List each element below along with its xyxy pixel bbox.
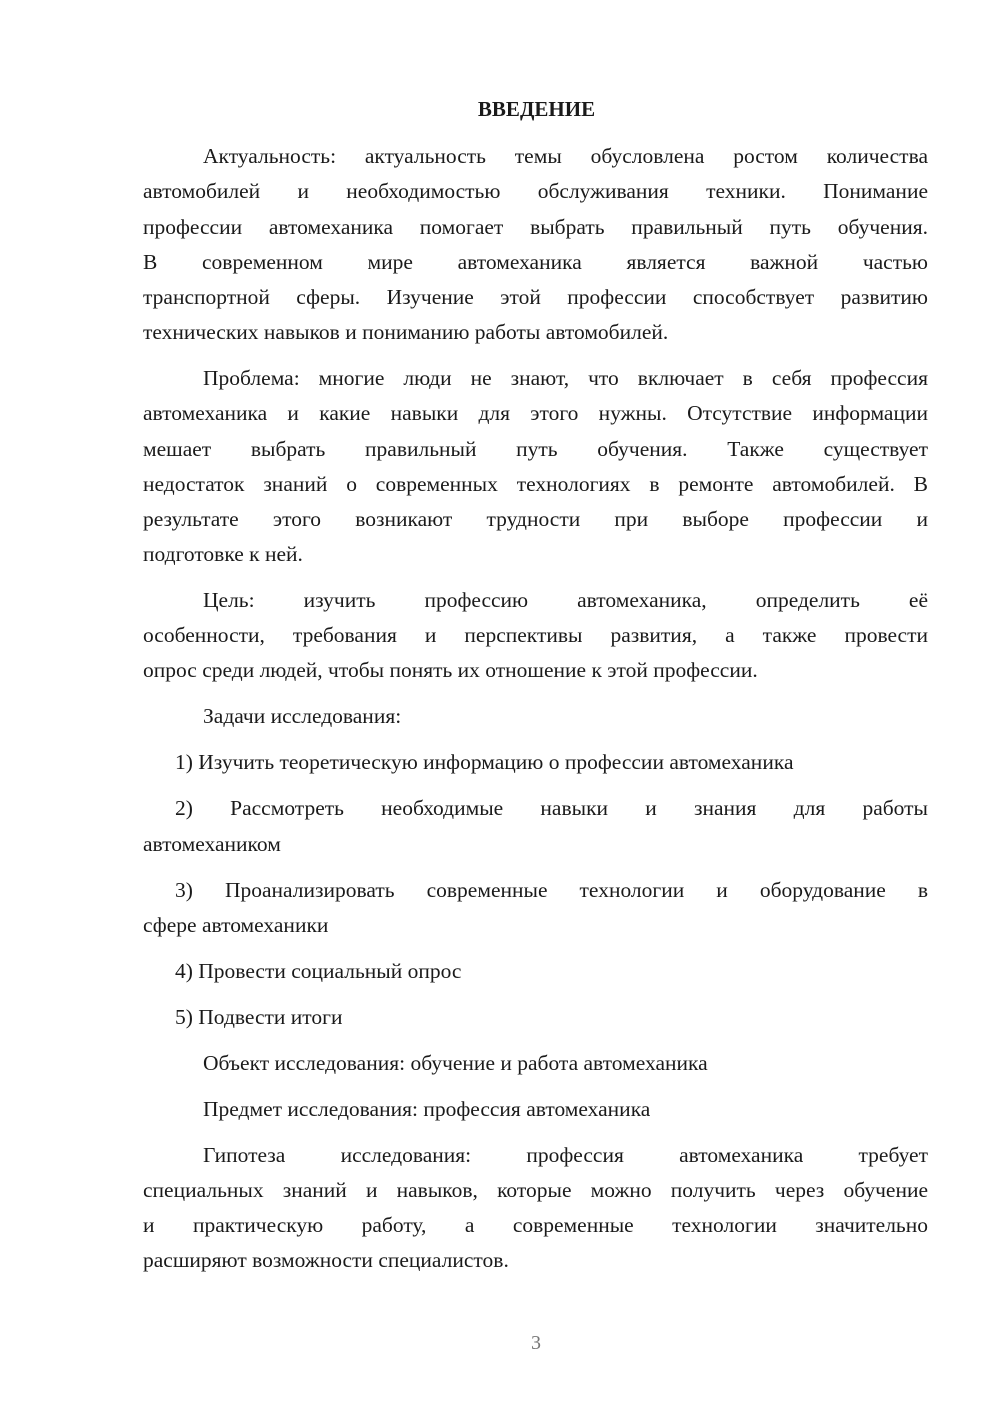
text-line: мешает выбрать правильный путь обучения. Также существует [143,436,928,461]
text-line: 1) Изучить теоретическую информацию о профессии автомеханика [175,750,794,775]
section-title: ВВЕДЕНИЕ [477,97,596,121]
paragraph [143,1138,928,1279]
paragraph [143,1092,928,1127]
text-line: Объект исследования: обучение и работа автомеханика [203,1050,708,1075]
text-line: и практическую работу, а современные технологии значительно [143,1213,928,1238]
list-item [143,791,928,861]
text-line: Гипотеза исследования: профессия автомеханика требует [203,1142,928,1167]
paragraph [143,699,928,734]
text-line: Проблема: многие люди не знают, что включает в себя профессия [203,366,928,391]
text-line: Предмет исследования: профессия автомеханика [203,1096,651,1121]
text-line: автомехаником [143,831,281,856]
text-line: В современном мире автомеханика является важной частью [143,249,928,274]
document-body [143,139,928,1278]
text-line: сфере автомеханики [143,912,329,937]
text-line: опрос среди людей, чтобы понять их отношение к этой профессии. [143,658,758,683]
paragraph [143,139,928,350]
text-line: 3) Проанализировать современные технологии и оборудование в [175,877,928,902]
text-line: расширяют возможности специалистов. [143,1248,509,1273]
text-line: Задачи исследования: [203,704,402,729]
paragraph [143,583,928,689]
paragraph [143,361,928,572]
document-page [143,92,928,1289]
text-line: результате этого возникают трудности при выборе профессии и [143,506,928,531]
text-line: автомеханика и какие навыки для этого нужны. Отсутствие информации [143,401,928,426]
page-number: 3 [531,1332,541,1354]
text-line: недостаток знаний о современных технологиях в ремонте автомобилей. В [143,471,928,496]
list-item [143,745,928,780]
text-line: Актуальность: актуальность темы обусловлена ростом количества [203,144,928,169]
text-line: профессии автомеханика помогает выбрать правильный путь обучения. [143,214,928,239]
text-line: подготовке к ней. [143,542,303,567]
text-line: технических навыков и пониманию работы автомобилей. [143,320,669,345]
list-item [143,954,928,989]
text-line: 4) Провести социальный опрос [175,958,462,983]
text-line: транспортной сферы. Изучение этой профессии способствует развитию [143,284,928,309]
text-line: специальных знаний и навыков, которые можно получить через обучение [143,1177,928,1202]
text-line: особенности, требования и перспективы развития, а также провести [143,623,928,648]
text-line: автомобилей и необходимостью обслуживания техники. Понимание [143,179,928,204]
text-line: Цель: изучить профессию автомеханика, определить её [203,588,928,613]
text-line: 5) Подвести итоги [175,1004,343,1029]
list-item [143,873,928,943]
text-line: 2) Рассмотреть необходимые навыки и знания для работы [175,796,928,821]
list-item [143,1000,928,1035]
paragraph [143,1046,928,1081]
